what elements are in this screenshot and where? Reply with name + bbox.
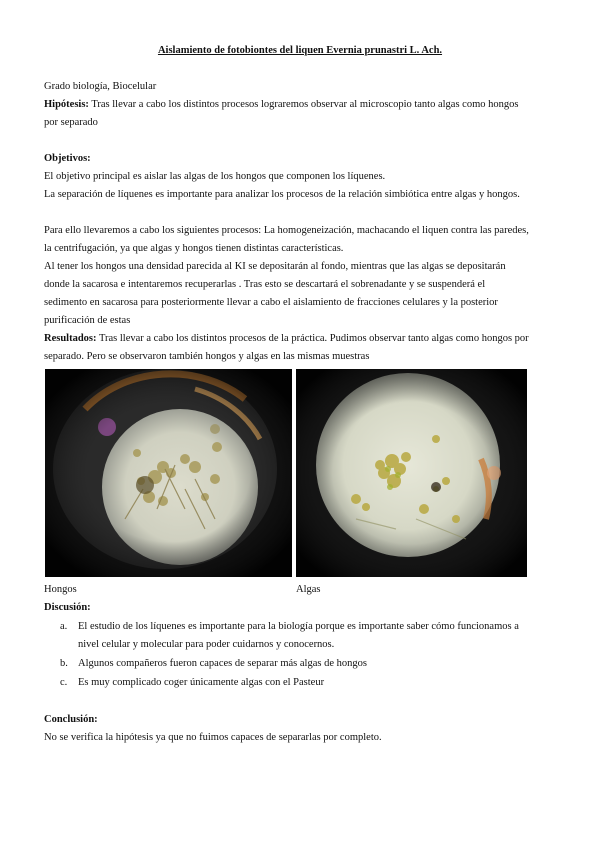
process-line: donde la sacarosa e intentaremos recuperarlas . Tras esto se descartará el sobrenadante y se suspenderá el xyxy=(44,279,486,290)
list-marker: b. xyxy=(60,658,68,669)
objectives-line: La separación de líquenes es importante para analizar los procesos de la relación simbiótica entre algas y hongos. xyxy=(44,189,520,200)
discussion-heading: Discusión: xyxy=(44,602,91,613)
discussion-list xyxy=(44,618,560,692)
list-item-text: El estudio de los líquenes es importante para la biología porque es importante saber cómo funcionamos a xyxy=(78,621,519,632)
list-item xyxy=(44,618,560,654)
list-item-text: Algunos compañeros fueron capaces de separar más algas de hongos xyxy=(78,658,367,669)
conclusion-heading: Conclusión: xyxy=(44,714,98,725)
hypothesis-label: Hipótesis: xyxy=(44,99,89,110)
results-label: Resultados: xyxy=(44,333,97,344)
hypothesis-text: Tras llevar a cabo los distintos procesos lograremos observar al microscopio tanto algas como hongos xyxy=(88,99,519,110)
list-item-text: Es muy complicado coger únicamente algas con el Pasteur xyxy=(78,677,325,688)
microscope-photos xyxy=(45,369,560,577)
fungi-microscope-photo xyxy=(45,369,292,577)
process-line: Para ello llevaremos a cabo los siguientes procesos: La homogeneización, machacando el liquen contra las paredes, xyxy=(44,225,529,236)
document-title: Aislamiento de fotobiontes del liquen Evernia prunastri L. Ach. xyxy=(157,45,443,56)
algae-caption: Algas xyxy=(296,584,321,595)
conclusion-text: No se verifica la hipótesis ya que no fuimos capaces de separarlas por completo. xyxy=(44,732,382,743)
results-text-continued: separado. Pero se observaron también hongos y algas en las mismas muestras xyxy=(44,351,370,362)
objectives-line: El objetivo principal es aislar las algas de los hongos que componen los líquenes. xyxy=(44,171,386,182)
process-line: purificación de estas xyxy=(44,315,131,326)
fungi-caption: Hongos xyxy=(44,584,77,595)
list-item-text-continued: nivel celular y molecular para poder cuidarnos y conocernos. xyxy=(78,639,335,650)
photo-captions xyxy=(44,581,560,599)
results-paragraph xyxy=(44,330,560,348)
list-marker: c. xyxy=(60,677,68,688)
objectives-heading: Objetivos: xyxy=(44,153,91,164)
list-item xyxy=(44,655,560,673)
list-item xyxy=(44,674,560,692)
document-body xyxy=(44,78,560,747)
results-text: Tras llevar a cabo los distintos procesos de la práctica. Pudimos observar tanto algas como hongos por xyxy=(96,333,529,344)
process-line: sedimento en sacarosa para posteriormente llevar a cabo el aislamiento de fracciones celulares y la posterior xyxy=(44,297,498,308)
hypothesis-paragraph xyxy=(44,96,560,114)
hypothesis-text-continued: por separado xyxy=(44,117,98,128)
process-line: la centrifugación, ya que algas y hongos tienen distintas características. xyxy=(44,243,344,254)
process-line: Al tener los hongos una densidad parecida al KI se depositarán al fondo, mientras que las algas se depositarán xyxy=(44,261,506,272)
list-marker: a. xyxy=(60,621,68,632)
intro-line: Grado biología, Biocelular xyxy=(44,81,157,92)
algae-microscope-photo xyxy=(296,369,527,577)
